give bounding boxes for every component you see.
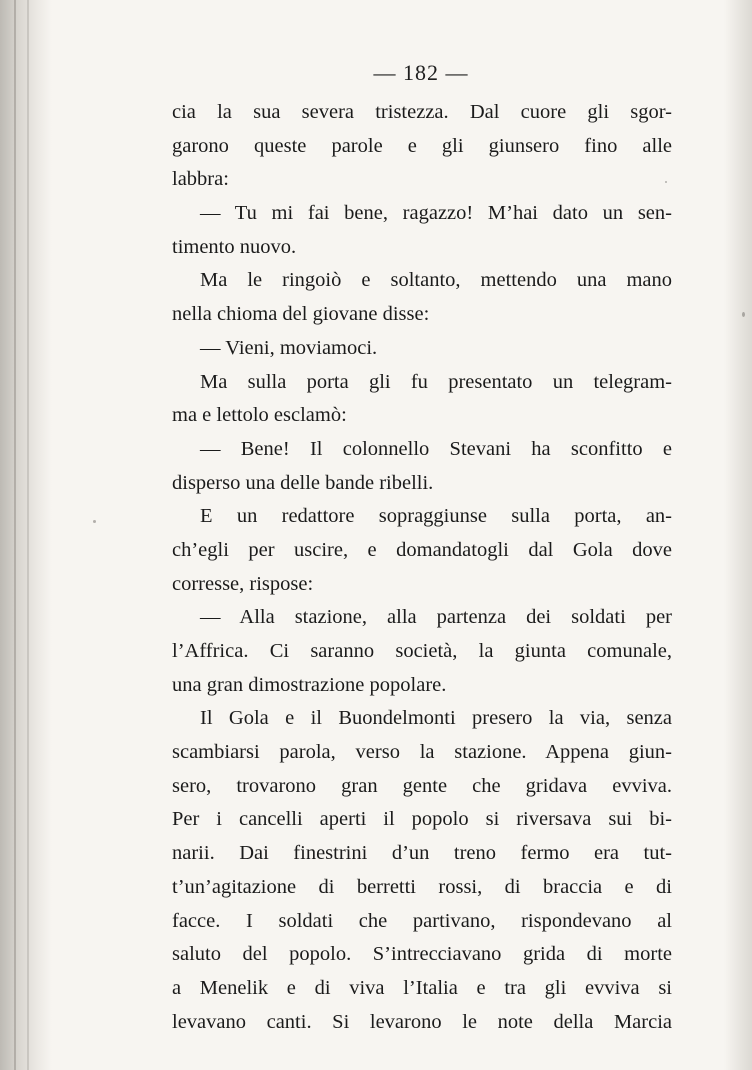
text-line: — Alla stazione, alla partenza dei soldati per (200, 606, 672, 629)
text-line: Ma sulla porta gli fu presentato un telegram- (200, 370, 672, 393)
text-line: facce. I soldati che partivano, rispondevano al (172, 909, 672, 932)
text-line: ma e lettolo esclamò: (172, 404, 347, 427)
text-line: Ma le ringoiò e soltanto, mettendo una mano (200, 269, 672, 292)
scan-speck (93, 520, 96, 523)
text-line: disperso una delle bande ribelli. (172, 471, 434, 494)
page-number: — 182 — (373, 60, 469, 85)
text-line: labbra: (172, 168, 229, 191)
text-line: cia la sua severa tristezza. Dal cuore gli sgor- (172, 101, 672, 123)
body-text (172, 96, 672, 1039)
text-line: — Vieni, moviamoci. (200, 336, 378, 359)
text-line: — Bene! Il colonnello Stevani ha sconfitto e (200, 437, 672, 460)
page-right-edge (724, 0, 752, 1070)
text-line: nella chioma del giovane disse: (172, 303, 430, 326)
text-line: sero, trovarono gran gente che gridava evviva. (172, 774, 672, 797)
text-line: garono queste parole e gli giunsero fino alle (172, 134, 672, 157)
binding-edge-line (27, 0, 29, 1070)
text-line: levavano canti. Si levarono le note della Marcia (172, 1010, 672, 1033)
binding-edge-line (14, 0, 16, 1070)
text-line: scambiarsi parola, verso la stazione. Appena giun- (172, 741, 672, 764)
text-line: a Menelik e di viva l’Italia e tra gli evviva si (172, 976, 672, 999)
binding-shadow (0, 0, 52, 1070)
text-line: una gran dimostrazione popolare. (172, 673, 447, 696)
text-line: corresse, rispose: (172, 572, 314, 595)
text-line: t’un’agitazione di berretti rossi, di braccia e di (172, 875, 672, 898)
scan-speck (742, 312, 745, 317)
text-line: saluto del popolo. S’intrecciavano grida di morte (172, 943, 672, 966)
text-line: timento nuovo. (172, 235, 297, 258)
text-line: — Tu mi fai bene, ragazzo! M’hai dato un sen- (200, 202, 672, 225)
text-line: narii. Dai finestrini d’un treno fermo era tut- (172, 842, 672, 865)
text-line: Per i cancelli aperti il popolo si riversava sui bi- (172, 808, 672, 831)
text-line: Il Gola e il Buondelmonti presero la via, senza (200, 707, 672, 730)
text-line: ch’egli per uscire, e domandatogli dal Gola dove (172, 538, 672, 561)
text-line: E un redattore sopraggiunse sulla porta, an- (200, 505, 672, 528)
text-line: l’Affrica. Ci saranno società, la giunta comunale, (172, 640, 672, 662)
